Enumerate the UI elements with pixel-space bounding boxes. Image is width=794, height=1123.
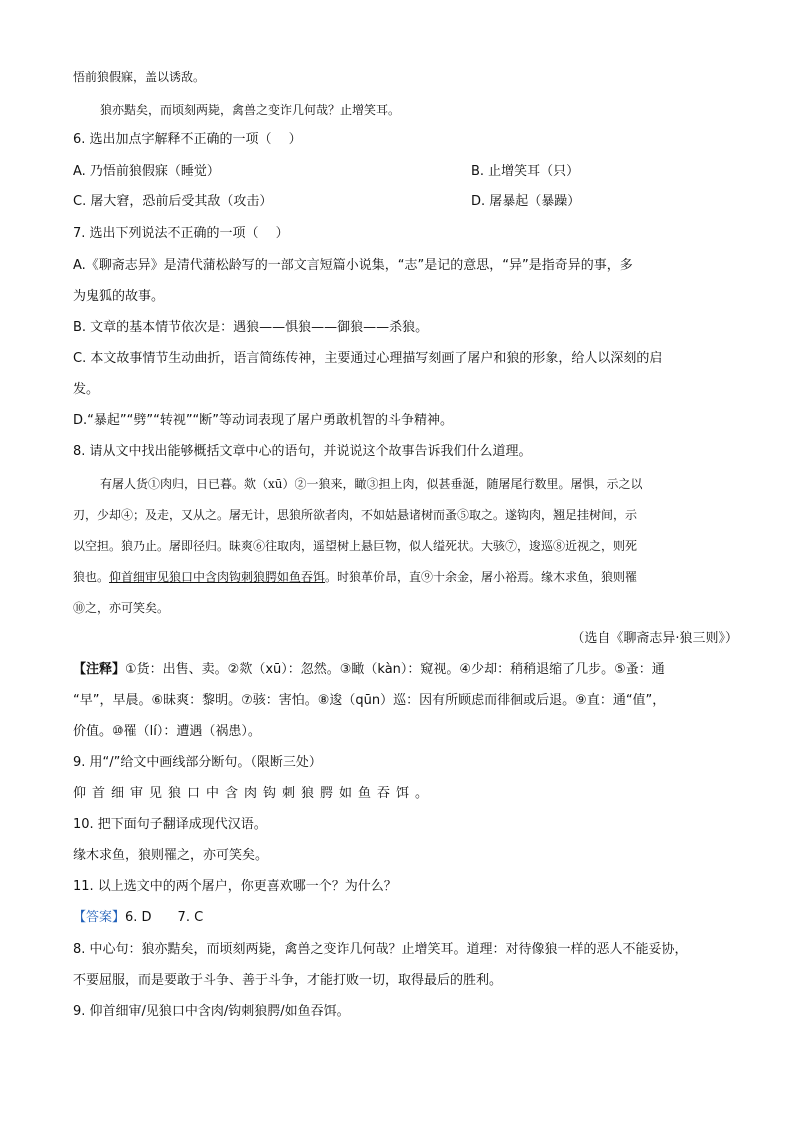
underlined-sentence: 仰首细审见狼口中含肉钩刺狼腭如鱼吞饵	[109, 570, 326, 584]
question-9-stem: 9. 用“/”给文中画线部分断句。（限断三处）	[73, 755, 322, 770]
answer-line	[73, 909, 738, 927]
option-b: B. 止增笑耳（只）	[471, 164, 580, 179]
option-c-line: 发。	[73, 382, 100, 397]
option-a: A. 乃悟前狼假寐（睡觉）	[73, 164, 220, 179]
passage-line: 悟前狼假寐，盖以诱敌。	[73, 70, 206, 84]
passage-line: ⑩之，亦可笑矣。	[73, 601, 170, 615]
answer-text: 6. D 7. C	[125, 910, 204, 925]
passage-line: 刃，少却④；及走，又从之。屠无计，思狼所欲者肉，不如姑悬诸树而蚤⑤取之。遂钩肉，翘足挂树间，示	[73, 508, 638, 522]
question-7-stem: 7. 选出下列说法不正确的一项（ ）	[73, 226, 289, 241]
notes-line: “早”，早晨。⑥昧爽：黎明。⑦骇：害怕。⑧逡（qūn）巡：因有所顾虑而徘徊或后退。⑨直：通“值”，	[73, 693, 666, 708]
option-b: B. 文章的基本情节依次是：遇狼——惧狼——御狼——杀狼。	[73, 320, 429, 335]
passage-source: （选自《聊斋志异·狼三则》）	[571, 631, 738, 646]
notes-label: 【注释】	[73, 662, 126, 677]
answer-line: 不要屈服，而是要敢于斗争、善于斗争，才能打败一切，取得最后的胜利。	[73, 973, 503, 988]
notes-text: ①货：出售、卖。②欻（xū）：忽然。③瞰（kàn）：窥视。④少却：稍稍退缩了几步。⑤蚤：通	[125, 662, 665, 677]
option-d: D. 屠暴起（暴躁）	[471, 194, 581, 209]
option-c-line: C. 本文故事情节生动曲折，语言简练传神，主要通过心理描写刻画了屠户和狼的形象，给人以深刻的启	[73, 351, 663, 366]
passage-text: 。时狼革价昂，直⑨十余金，屠小裕焉。缘木求鱼，狼则罹	[325, 570, 638, 584]
question-10-stem: 10. 把下面句子翻译成现代汉语。	[73, 817, 267, 832]
passage-line: 狼亦黠矣，而顷刻两毙，禽兽之变诈几何哉？止增笑耳。	[100, 103, 401, 117]
question-6-stem: 6. 选出加点字解释不正确的一项（ ）	[73, 132, 302, 147]
question-10-text: 缘木求鱼，狼则罹之，亦可笑矣。	[73, 848, 269, 863]
option-c: C. 屠大窘，恐前后受其敌（攻击）	[73, 194, 273, 209]
option-d: D.“暴起”“劈”“转视”“断”等动词表现了屠户勇敢机智的斗争精神。	[73, 413, 454, 428]
question-6-options-row	[73, 163, 738, 181]
answer-line: 8. 中心句：狼亦黠矣，而顷刻两毙，禽兽之变诈几何哉？止增笑耳。道理：对待像狼一样的恶人不能妥协，	[73, 942, 688, 957]
option-a-line: A.《聊斋志异》是清代蒲松龄写的一部文言短篇小说集，“志”是记的意思，“异”是指奇异的事，多	[73, 258, 633, 273]
passage-line: 有屠人货①肉归，日已暮。欻（xū）②一狼来，瞰③担上肉，似甚垂涎，随屠尾行数里。屠惧，示之以	[100, 477, 643, 491]
option-a-line: 为鬼狐的故事。	[73, 289, 165, 304]
passage-line: 以空担。狼乃止。屠即径归。昧爽⑥往取肉，遥望树上悬巨物，似人缢死状。大骇⑦，逡巡⑧近视之，则死	[73, 539, 638, 553]
question-6-options-row	[73, 193, 738, 211]
answer-line: 9. 仰首细审/见狼口中含肉/钩刺狼腭/如鱼吞饵。	[73, 1004, 350, 1019]
question-9-text: 仰首细审见狼口中含肉钩刺狼腭如鱼吞饵。	[73, 786, 435, 801]
notes-line: 价值。⑩罹（lí）：遭遇（祸患）。	[73, 724, 261, 739]
question-8-stem: 8. 请从文中找出能够概括文章中心的语句，并说说这个故事告诉我们什么道理。	[73, 444, 532, 459]
passage-text: 狼也。	[73, 570, 110, 584]
passage-line	[73, 568, 738, 586]
answer-tag: 【答案】	[73, 910, 126, 925]
notes-line	[73, 661, 738, 679]
question-11-stem: 11. 以上选文中的两个屠户，你更喜欢哪一个？为什么？	[73, 879, 397, 894]
